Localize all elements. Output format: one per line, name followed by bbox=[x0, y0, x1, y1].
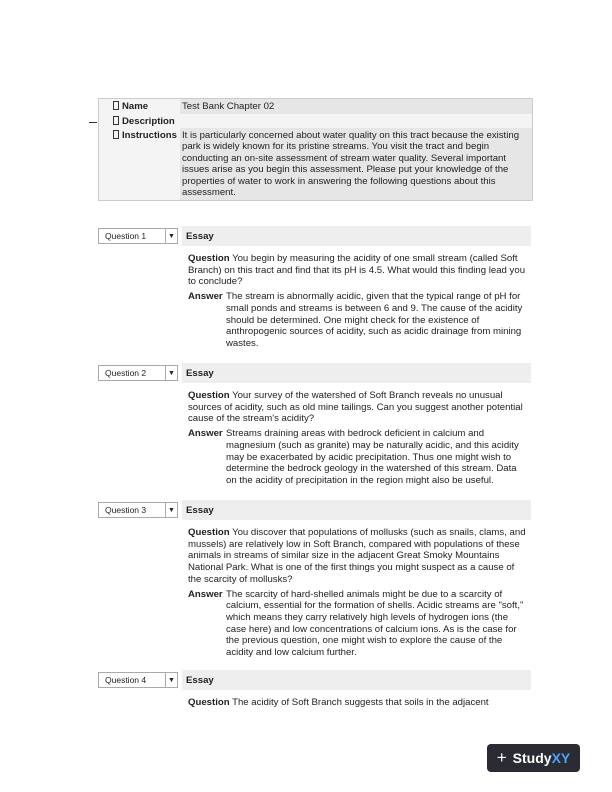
name-value: Test Bank Chapter 02 bbox=[179, 99, 532, 114]
question-1-select-label: Question 1 bbox=[105, 231, 147, 241]
description-label: Description bbox=[122, 115, 175, 127]
question-4-type: Essay bbox=[182, 670, 531, 690]
question-2-body bbox=[188, 390, 528, 487]
answer-label: Answer bbox=[188, 291, 223, 303]
chevron-down-icon[interactable]: ▼ bbox=[165, 673, 177, 687]
studyxy-logo bbox=[487, 744, 580, 772]
question-4-text bbox=[188, 697, 528, 709]
question-3-type: Essay bbox=[182, 500, 531, 520]
question-3-header bbox=[98, 500, 531, 520]
instructions-value: It is particularly concerned about water quality on this tract because the existing park is widely known for its pristine streams. You visit the tract and begin conducting an on-site assessment of stream water quality. Several important issues arise as you begin this assessment. Please put your knowledge of the properties of water to work in answering the following questions about this assessment. bbox=[179, 128, 532, 200]
answer-1-text: The stream is abnormally acidic, given that the typical range of pH for small ponds and streams is between 6 and 9. The cause of the acidity should be determined. One might check for the existence of anthropogenic sources of acidity, such as acidic drainage from mining wastes. bbox=[226, 291, 523, 349]
question-label: Question bbox=[188, 253, 230, 264]
question-4-select[interactable] bbox=[98, 672, 178, 688]
question-2-type: Essay bbox=[182, 363, 531, 383]
answer-3 bbox=[188, 589, 528, 659]
question-3-body bbox=[188, 527, 528, 659]
logo-prefix: Study bbox=[512, 750, 552, 766]
plus-icon: + bbox=[496, 748, 507, 767]
chevron-down-icon[interactable]: ▼ bbox=[165, 503, 177, 517]
name-label: Name bbox=[122, 101, 149, 112]
answer-1 bbox=[188, 291, 528, 350]
answer-2-text: Streams draining areas with bedrock deficient in calcium and magnesium (such as granite) may be naturally acidic, and this acidity may be exacerbated by acidic precipitation. Thus one might wish to determine the bedrock geology in the watershed of this stream. Data on the acidity of precipitation in the region might also be useful. bbox=[226, 428, 519, 486]
description-row bbox=[99, 114, 532, 128]
question-2-text bbox=[188, 390, 528, 425]
question-2-header bbox=[98, 363, 531, 383]
question-1-text bbox=[188, 253, 528, 288]
question-1-question: You begin by measuring the acidity of one small stream (called Soft Branch) on this tract and find that its pH is 4.5. What would this finding lead you to conclude? bbox=[188, 253, 526, 288]
collapse-dash-icon[interactable] bbox=[89, 122, 97, 123]
question-2-select[interactable] bbox=[98, 365, 178, 381]
question-3-select[interactable] bbox=[98, 502, 178, 518]
question-label: Question bbox=[188, 527, 230, 538]
chevron-down-icon[interactable]: ▼ bbox=[165, 229, 177, 243]
question-3-question: You discover that populations of mollusks (such as snails, clams, and mussels) are relatively low in Soft Branch, compared with populations of these animals in streams of similar size in the adjacent Great Smoky Mountains National Park. What is one of the first things you might suspect as a cause of the scarcity of mollusks? bbox=[188, 527, 526, 585]
name-row bbox=[99, 99, 532, 114]
question-3-select-label: Question 3 bbox=[105, 505, 147, 515]
answer-3-text: The scarcity of hard-shelled animals might be due to a scarcity of calcium, essential for the formation of shells. Acidic streams are "soft," which means they carry relatively high levels of hydrogen ions (the case here) and low concentrations of calcium ions. As is the case for the previous question, one might wish to explore the cause of the acidity and low calcium further. bbox=[226, 588, 524, 659]
question-4-header bbox=[98, 670, 531, 690]
question-2-select-label: Question 2 bbox=[105, 368, 147, 378]
question-1-header bbox=[98, 226, 531, 246]
checkbox-icon[interactable] bbox=[113, 130, 119, 139]
question-4-select-label: Question 4 bbox=[105, 675, 147, 685]
question-4-question: The acidity of Soft Branch suggests that soils in the adjacent bbox=[232, 697, 489, 708]
test-info-table bbox=[98, 98, 533, 201]
answer-2 bbox=[188, 428, 528, 487]
chevron-down-icon[interactable]: ▼ bbox=[165, 366, 177, 380]
instructions-row bbox=[99, 128, 532, 200]
question-4-body bbox=[188, 697, 528, 709]
answer-label: Answer bbox=[188, 428, 223, 440]
logo-suffix: XY bbox=[551, 750, 571, 766]
question-3-text bbox=[188, 527, 528, 586]
checkbox-icon[interactable] bbox=[113, 116, 119, 125]
question-1-body bbox=[188, 253, 528, 350]
question-1-select[interactable] bbox=[98, 228, 178, 244]
question-1-type: Essay bbox=[182, 226, 531, 246]
question-label: Question bbox=[188, 697, 230, 708]
description-value bbox=[179, 114, 532, 128]
question-2-question: Your survey of the watershed of Soft Branch reveals no unusual sources of acidity, such as old mine tailings. Can you suggest another potential cause of the stream's acidity? bbox=[188, 390, 523, 425]
checkbox-icon[interactable] bbox=[113, 101, 119, 110]
question-label: Question bbox=[188, 390, 230, 401]
instructions-label: Instructions bbox=[122, 129, 177, 141]
answer-label: Answer bbox=[188, 588, 223, 600]
